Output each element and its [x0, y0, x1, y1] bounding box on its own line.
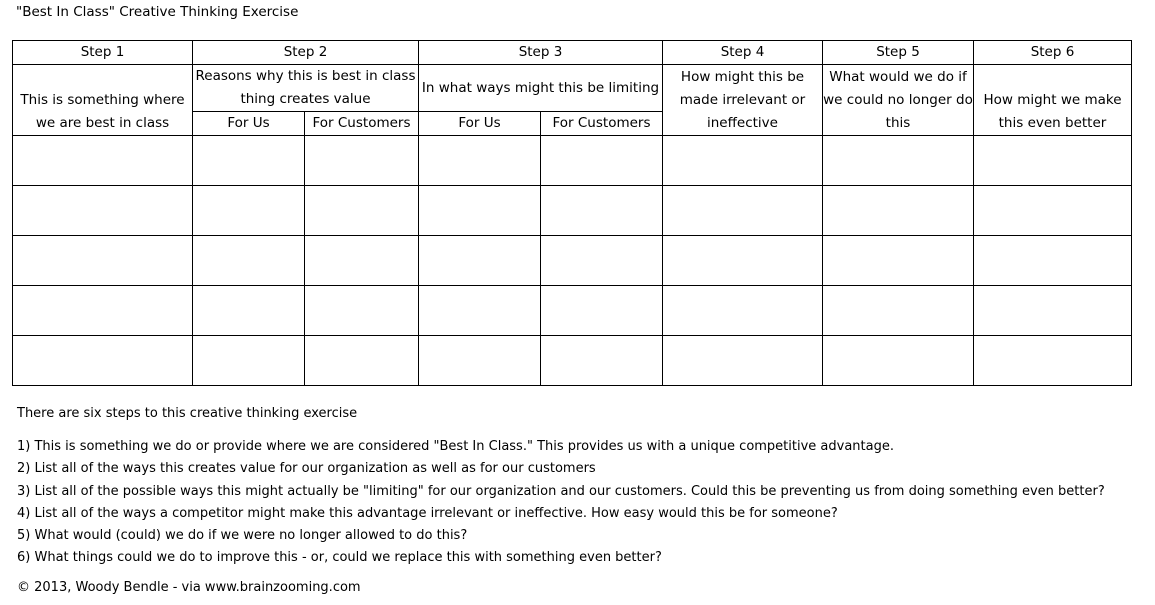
- blank-cell[interactable]: [974, 236, 1132, 286]
- blank-cell[interactable]: [823, 236, 974, 286]
- step-3-header: Step 3: [419, 41, 663, 65]
- step-header-row: [13, 41, 1132, 65]
- instruction-item: 1) This is something we do or provide where we are considered "Best In Class." This provides us with a unique competitive advantage.: [17, 439, 894, 454]
- blank-cell[interactable]: [13, 136, 193, 186]
- blank-cell[interactable]: [541, 336, 663, 386]
- copyright-footer: © 2013, Woody Bendle - via www.brainzooming.com: [17, 579, 361, 595]
- blank-cell[interactable]: [663, 186, 823, 236]
- blank-cell[interactable]: [13, 336, 193, 386]
- instruction-item: 5) What would (could) we do if we were no longer allowed to do this?: [17, 528, 468, 544]
- blank-cell[interactable]: [305, 136, 419, 186]
- blank-cell[interactable]: [663, 236, 823, 286]
- blank-cell[interactable]: [13, 286, 193, 336]
- table-row: [13, 286, 1132, 336]
- step-5-description: What would we do if we could no longer do this: [823, 65, 974, 136]
- blank-cell[interactable]: [419, 286, 541, 336]
- page-title: "Best In Class" Creative Thinking Exercise: [16, 4, 299, 20]
- step-1-description: This is something where we are best in class: [13, 65, 193, 136]
- instruction-item: 2) List all of the ways this creates value for our organization as well as for our customers: [17, 461, 596, 477]
- step-2-for-customers: For Customers: [305, 112, 419, 136]
- step-2-for-us: For Us: [193, 112, 305, 136]
- blank-cell[interactable]: [193, 236, 305, 286]
- step-6-description: How might we make this even better: [974, 65, 1132, 136]
- blank-cell[interactable]: [419, 136, 541, 186]
- instruction-item: 3) List all of the possible ways this might actually be "limiting" for our organization and our customers. Could this be preventing us from doing something even better?: [17, 483, 1105, 499]
- instruction-item: 4) List all of the ways a competitor might make this advantage irrelevant or ineffective. How easy would this be for someone?: [17, 505, 838, 521]
- blank-cell[interactable]: [419, 236, 541, 286]
- blank-cell[interactable]: [305, 286, 419, 336]
- blank-cell[interactable]: [974, 286, 1132, 336]
- step-3-for-customers: For Customers: [541, 112, 663, 136]
- blank-cell[interactable]: [193, 286, 305, 336]
- blank-cell[interactable]: [541, 236, 663, 286]
- exercise-table: [12, 40, 1132, 386]
- instruction-item: 6) What things could we do to improve this - or, could we replace this with something even better?: [17, 550, 662, 566]
- blank-cell[interactable]: [13, 186, 193, 236]
- blank-cell[interactable]: [305, 236, 419, 286]
- step-3-for-us: For Us: [419, 112, 541, 136]
- step-3-description: In what ways might this be limiting: [419, 65, 663, 112]
- blank-cell[interactable]: [305, 186, 419, 236]
- step-2-header: Step 2: [193, 41, 419, 65]
- blank-cell[interactable]: [541, 186, 663, 236]
- table-row: [13, 336, 1132, 386]
- blank-cell[interactable]: [541, 136, 663, 186]
- intro-text: There are six steps to this creative thinking exercise: [17, 406, 358, 421]
- blank-cell[interactable]: [663, 336, 823, 386]
- blank-cell[interactable]: [541, 286, 663, 336]
- blank-cell[interactable]: [974, 336, 1132, 386]
- blank-cell[interactable]: [13, 236, 193, 286]
- blank-cell[interactable]: [823, 336, 974, 386]
- instructions-section: [17, 404, 1105, 598]
- blank-cell[interactable]: [305, 336, 419, 386]
- blank-cell[interactable]: [193, 136, 305, 186]
- step-4-header: Step 4: [663, 41, 823, 65]
- table-row: [13, 136, 1132, 186]
- blank-cell[interactable]: [419, 186, 541, 236]
- step-6-header: Step 6: [974, 41, 1132, 65]
- blank-cell[interactable]: [663, 136, 823, 186]
- step-5-header: Step 5: [823, 41, 974, 65]
- blank-cell[interactable]: [823, 136, 974, 186]
- blank-cell[interactable]: [823, 286, 974, 336]
- blank-cell[interactable]: [974, 136, 1132, 186]
- blank-cell[interactable]: [823, 186, 974, 236]
- blank-cell[interactable]: [193, 336, 305, 386]
- step-4-description: How might this be made irrelevant or ineffective: [663, 65, 823, 136]
- table-row: [13, 236, 1132, 286]
- blank-cell[interactable]: [193, 186, 305, 236]
- step-1-header: Step 1: [13, 41, 193, 65]
- step-2-description: Reasons why this is best in class thing creates value: [193, 65, 419, 112]
- instruction-list: [17, 436, 1105, 570]
- blank-cell[interactable]: [974, 186, 1132, 236]
- table-row: [13, 186, 1132, 236]
- description-row: [13, 65, 1132, 112]
- blank-cell[interactable]: [419, 336, 541, 386]
- blank-cell[interactable]: [663, 286, 823, 336]
